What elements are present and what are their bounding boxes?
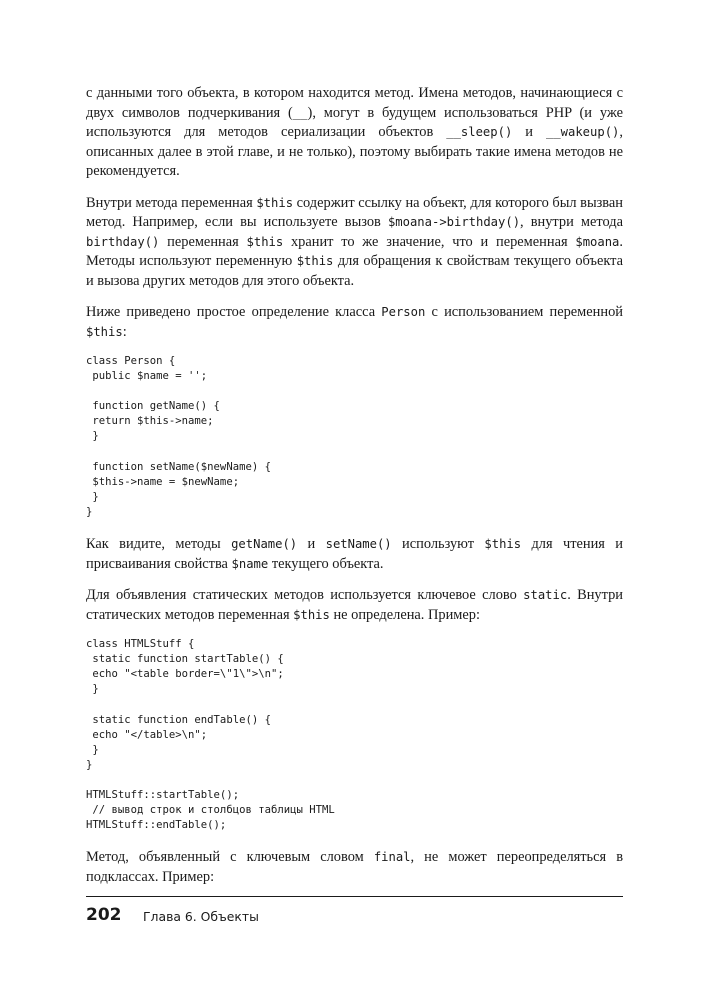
paragraph: [86, 84, 623, 182]
code-block: [86, 354, 623, 520]
code-line: echo "<table border=\"1\">\n";: [86, 668, 284, 681]
inline-code: $this: [484, 537, 522, 552]
inline-code: setName(): [325, 537, 392, 552]
inline-code: $moana->birthday(): [387, 215, 521, 229]
text-run: Внутри метода переменная: [86, 194, 257, 211]
paragraph: [86, 586, 623, 625]
paragraph: [86, 535, 623, 574]
paragraph: [86, 848, 623, 887]
text-run: и: [297, 536, 326, 553]
paragraph: [86, 303, 623, 342]
page-footer: [86, 896, 623, 925]
inline-code: __wakeup(): [546, 125, 620, 139]
text-run: Метод, объявленный с ключевым словом: [86, 849, 374, 866]
text-run: , описанных далее в этой главе, и не только), поэтому выбирать такие имена методов не рекомендуется.: [86, 124, 623, 179]
text-run: хранит то же значение, что и переменная: [283, 233, 576, 250]
chapter-title: Глава 6. Объекты: [143, 909, 259, 924]
code-line: [86, 773, 623, 788]
code-line: HTMLStuff::endTable();: [86, 819, 227, 832]
inline-code: __: [292, 105, 308, 120]
code-line: static function startTable() {: [86, 653, 284, 666]
inline-code: final: [373, 850, 411, 865]
text-run: Как видите, методы: [86, 536, 232, 553]
text-run: содержит ссылку на объект, для которого был вызван метод. Например, если вы используете вызов: [86, 194, 623, 230]
page-number: 202: [86, 905, 122, 925]
code-line: }: [86, 505, 93, 518]
page-body: [86, 84, 623, 899]
code-line: echo "</table>\n";: [86, 728, 208, 741]
text-run: , внутри метода: [520, 214, 623, 230]
inline-code: $this: [296, 254, 334, 268]
code-line: static function endTable() {: [86, 713, 271, 726]
inline-code: $this: [86, 324, 123, 339]
code-line: $this->name = $newName;: [86, 475, 240, 488]
code-line: }: [86, 430, 99, 443]
text-run: :: [122, 323, 127, 340]
text-run: . Методы используют переменную: [86, 233, 623, 269]
text-run: . Внутри статических методов переменная: [86, 587, 623, 623]
code-line: return $this->name;: [86, 415, 214, 428]
inline-code: __sleep(): [446, 125, 513, 139]
inline-code: $this: [293, 607, 330, 622]
code-line: [86, 384, 623, 399]
paragraph: [86, 194, 623, 292]
text-run: Для объявления статических методов используется ключевое слово: [86, 587, 524, 604]
code-line: class HTMLStuff {: [86, 638, 195, 651]
inline-code: Person: [381, 305, 426, 319]
code-line: }: [86, 743, 99, 756]
text-run: с данными того объекта, в котором находится метод. Имена методов, начинающиеся с двух символов подчеркивания (: [86, 85, 623, 121]
inline-code: birthday(): [86, 234, 160, 249]
code-line: }: [86, 490, 99, 503]
inline-code: getName(): [231, 537, 298, 552]
text-run: переменная: [159, 233, 247, 250]
text-run: Ниже приведено простое определение класса: [86, 304, 382, 320]
code-line: HTMLStuff::startTable();: [86, 788, 240, 801]
inline-code: static: [523, 588, 568, 603]
inline-code: $this: [246, 234, 284, 249]
code-line: [86, 445, 623, 460]
text-run: для обращения к свойствам текущего объекта и вызова других методов для этого объекта.: [86, 253, 623, 289]
text-run: текущего объекта.: [268, 555, 384, 572]
text-run: , не может переопределяться в подклассах. Пример:: [86, 849, 624, 885]
inline-code: $moana: [575, 234, 620, 249]
code-line: // вывод строк и столбцов таблицы HTML: [86, 804, 335, 817]
text-run: с использованием переменной: [425, 304, 623, 320]
text-run: используют: [391, 536, 485, 553]
code-line: class Person {: [86, 355, 176, 367]
code-block: [86, 637, 623, 833]
code-line: [86, 697, 623, 712]
code-line: }: [86, 758, 93, 771]
text-run: и: [512, 124, 546, 140]
text-run: для чтения и присваивания свойства: [86, 536, 623, 572]
code-line: public $name = '';: [86, 370, 208, 383]
code-line: }: [86, 683, 99, 696]
text-run: не определена. Пример:: [329, 606, 480, 623]
inline-code: $this: [256, 195, 294, 210]
code-line: function getName() {: [86, 400, 220, 413]
text-run: ), могут в будущем использоваться PHP (и уже используются для методов сериализации объектов: [86, 104, 624, 140]
code-line: function setName($newName) {: [86, 460, 271, 473]
inline-code: $name: [231, 556, 269, 571]
